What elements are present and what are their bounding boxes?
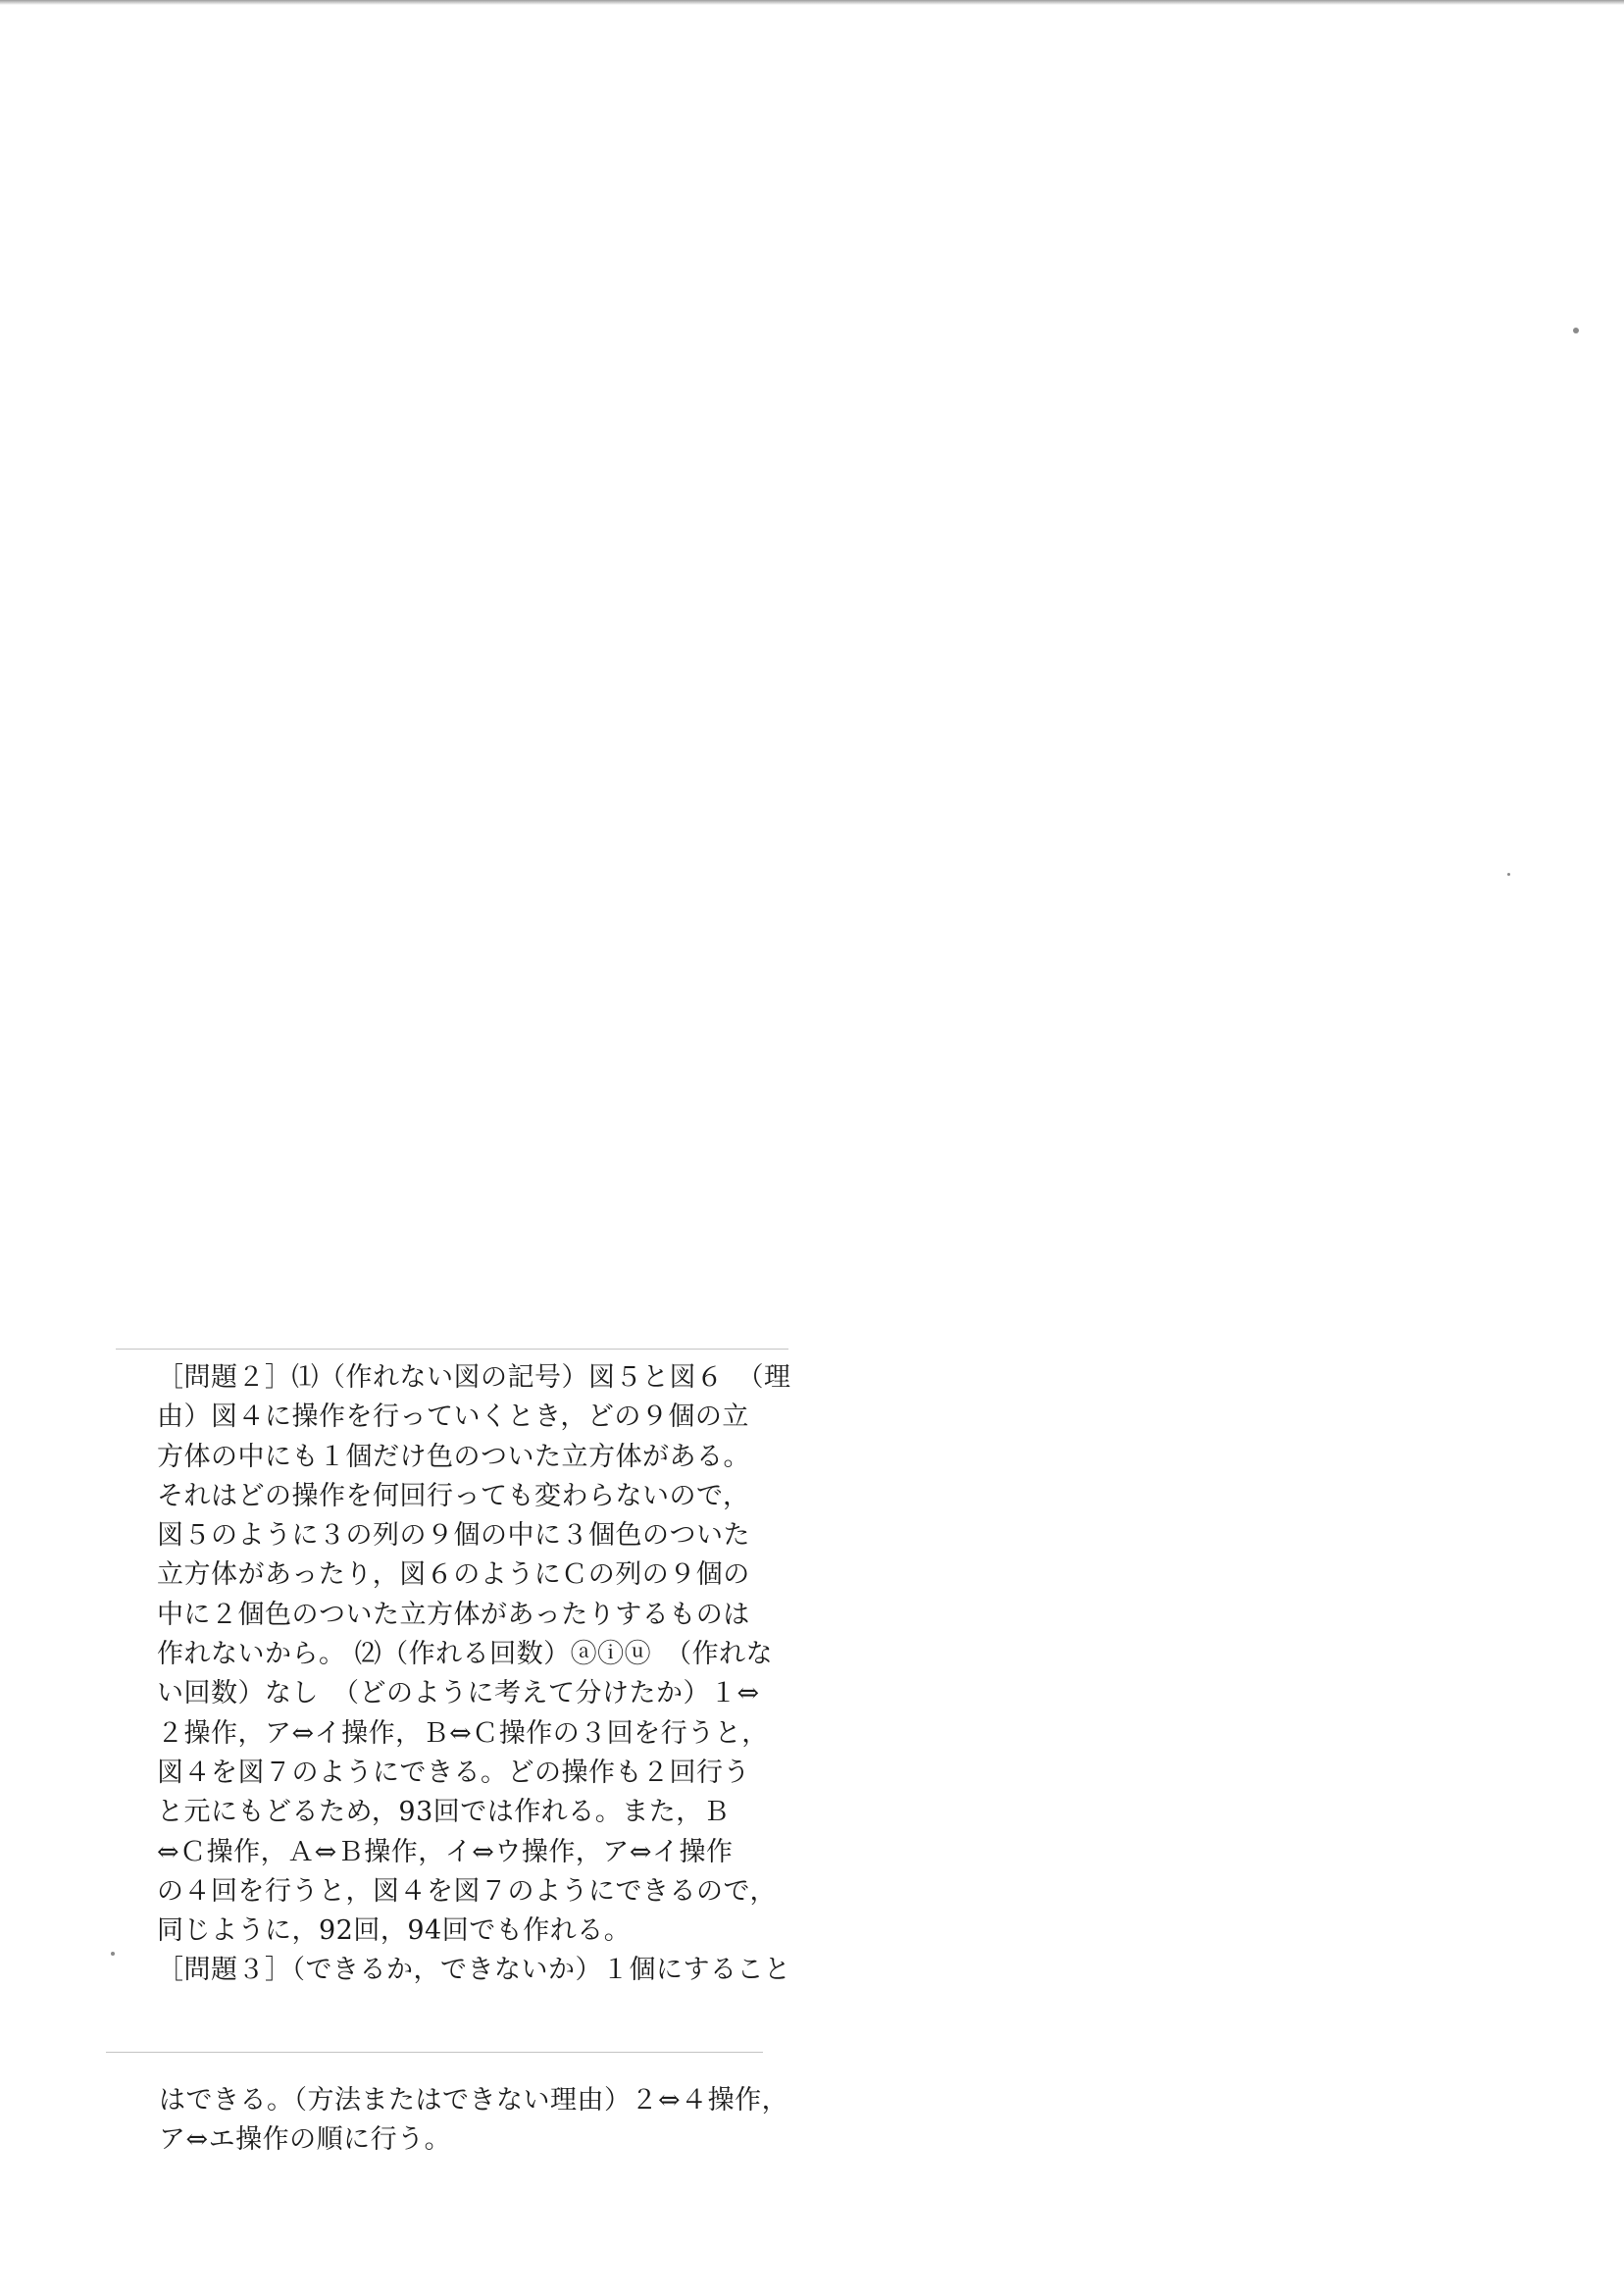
answer-line: 中に２個色のついた立方体があったりするものは — [157, 1599, 750, 1630]
answer-line: 図５のように３の列の９個の中に３個色のついた — [157, 1520, 750, 1552]
answer-line: い回数）なし （どのように考えて分けたか）１⇔ — [157, 1678, 760, 1709]
scan-speck — [1507, 873, 1510, 876]
answer-line: それはどの操作を何回行っても変わらないので， — [157, 1480, 750, 1511]
answer-block-1 — [157, 1358, 791, 1991]
answer-block-2 — [159, 2081, 788, 2161]
top-divider — [116, 1349, 788, 1350]
answer-line: ［問題３］（できるか，できないか）１個にすること — [157, 1955, 791, 1986]
answer-line: 図４を図７のようにできる。どの操作も２回行う — [157, 1757, 750, 1788]
answer-line: ［問題２］⑴（作れない図の記号）図５と図６ （理 — [157, 1362, 791, 1393]
answer-line: 方体の中にも１個だけ色のついた立方体がある。 — [157, 1441, 750, 1472]
answer-line: ⇔Ｃ操作，Ａ⇔Ｂ操作，イ⇔ウ操作，ア⇔イ操作 — [157, 1836, 734, 1867]
scan-edge — [0, 0, 1624, 5]
answer-line: 立方体があったり，図６のようにＣの列の９個の — [157, 1559, 750, 1591]
answer-line: 作れないから。 ⑵（作れる回数）ⓐⓘⓤ （作れな — [157, 1639, 774, 1670]
answer-line: と元にもどるため，93回では作れる。また，Ｂ — [157, 1797, 731, 1828]
middle-divider — [106, 2052, 763, 2053]
scan-speck — [1573, 328, 1579, 333]
answer-line: 由）図４に操作を行っていくとき，どの９個の立 — [157, 1402, 749, 1433]
answer-line: はできる。（方法またはできない理由）２⇔４操作， — [159, 2085, 789, 2116]
answer-line: ア⇔エ操作の順に行う。 — [159, 2124, 452, 2156]
answer-line: の４回を行うと，図４を図７のようにできるので， — [157, 1875, 777, 1907]
scan-speck — [111, 1952, 115, 1956]
answer-line: ２操作，ア⇔イ操作，Ｂ⇔Ｃ操作の３回を行うと， — [157, 1717, 769, 1749]
answer-line: 同じように，92回，94回でも作れる。 — [157, 1915, 632, 1947]
